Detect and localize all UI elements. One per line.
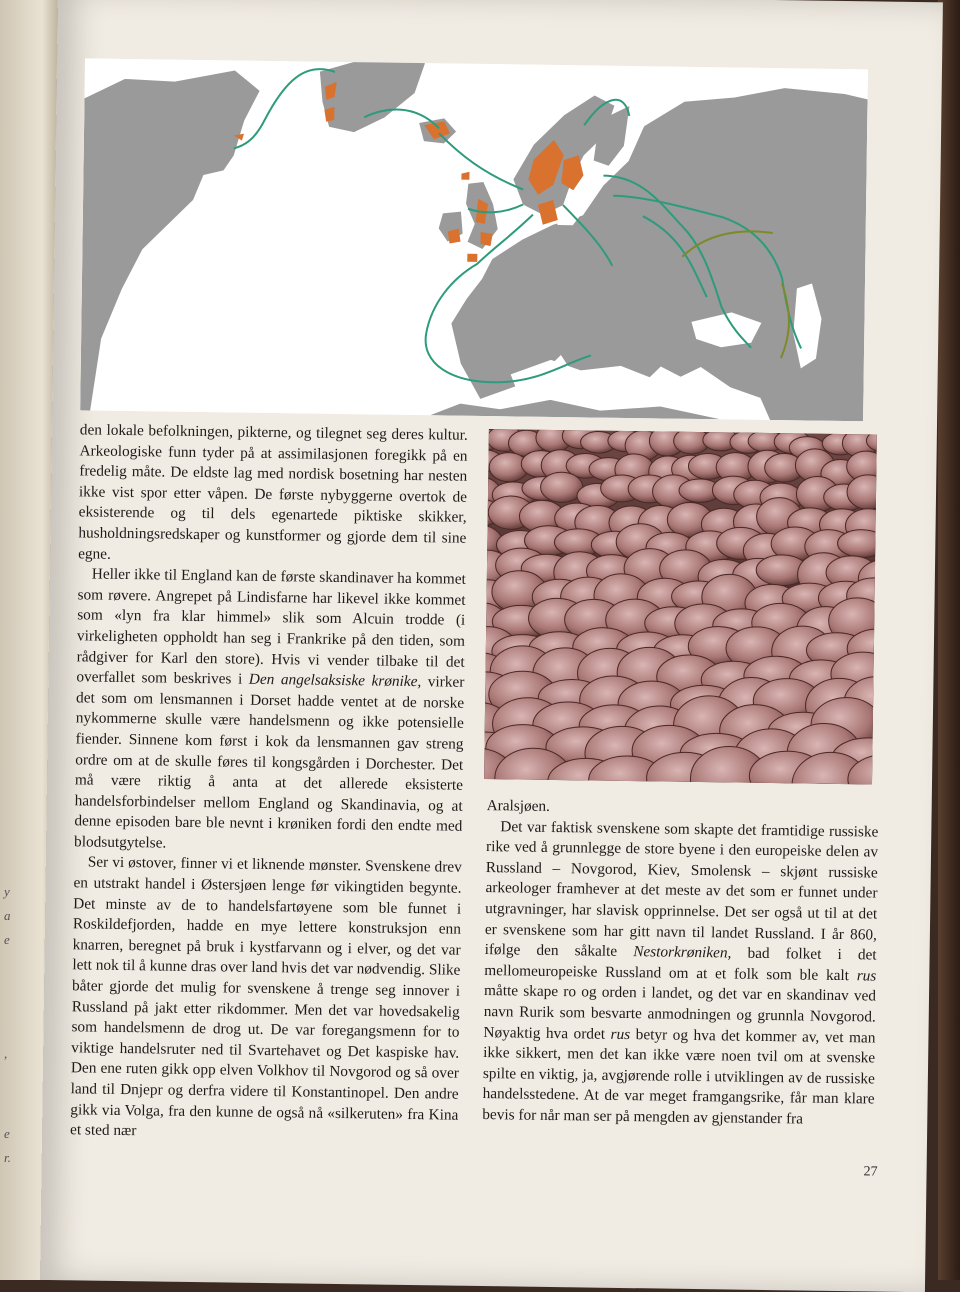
left-text-column	[70, 420, 468, 1146]
text-run: betyr og hva det kommer av, vet man ikke sikkert, men det kan ikke være noen tvil om at svenske spilte en viktig, ja, avgjørende rolle i utviklingen av de russiske handelsstedene. At de var meget framgangsrike, får man klare bevis for når man ser på mengden av gjenstander fra	[482, 1025, 876, 1128]
coin-hoard-image	[484, 429, 877, 784]
text-run: Aralsjøen.	[486, 797, 551, 815]
coin	[540, 472, 583, 503]
text-run: virker det som om lensmannen i Dorset hadde ventet at de norske nykommerne skulle være handelsmenn og ikke potensielle fiender. Sinnene kom først i kok da lensmannen gav streng ordre om at de skulle føres til kongsgården i Dorchester. Det må være riktig å anta at det allerede eksisterte handelsforbindelser mellom England og Skandinavia, og at denne episoden bare ble nevnt i krøniken fordi den endte med blodsutgytelse.	[73, 673, 465, 852]
viking-routes-map	[80, 58, 868, 421]
margin-mark: y	[4, 884, 10, 899]
map-graphic	[80, 58, 868, 421]
margin-mark: r.	[4, 1150, 11, 1165]
paragraph	[78, 420, 468, 570]
background-strip	[938, 0, 960, 1280]
silver-coins-photo	[484, 429, 877, 784]
right-text-column	[482, 796, 879, 1131]
paragraph	[74, 564, 466, 858]
text-run: Heller ikke til England kan de første skandinaver ha kommet som røvere. Angrepet på Lindisfarne har likevel ikke kommet som «lyn fra klar himmel» slik som Alcuin trodde (i virkeligheten oppholdt han seg i Frankrike på den tiden, som rådgiver for Karl den store). Hvis vi vender tilbake til det overfallet som beskrives i	[76, 565, 466, 688]
page-number: 27	[863, 1164, 878, 1180]
paragraph	[70, 853, 462, 1147]
italic-text: rus	[856, 966, 877, 985]
italic-text: Nestorkrøniken,	[633, 943, 732, 962]
paragraph	[482, 817, 878, 1131]
text-run: Det var faktisk svenskene som skapte det framtidige russiske rike ved å grunnlegge de store byene i den europeiske delen av Russland – Novgorod, Kiev, Smolensk – skjønt russiske arkeologer framhever at det meste av det som er funnet under utgravninger, har slavisk opprinnelse. Det ser også ut til at det er svenskene som har gitt navn til landet Russland. I år 860, ifølge den såkalte	[484, 817, 879, 961]
margin-mark: e	[4, 932, 10, 947]
margin-mark: e	[4, 1126, 10, 1141]
text-run: måtte skape ro og orden i landet, og det var en skandinav ved navn Rurik som besvarte anmodningen og grunnla Novgorod. Nøyaktig hva ordet	[483, 982, 877, 1043]
italic-text: Den angelsaksiske krønike,	[248, 670, 422, 691]
text-run: bad folket i det mellomeuropeiske Russland om at et folk som ble kalt	[484, 944, 877, 984]
coin-pile	[484, 429, 877, 784]
italic-text: rus	[610, 1025, 631, 1043]
text-run: den lokale befolkningen, pikterne, og tilegnet seg deres kultur. Arkeologiske funn tyder på at assimilasjonen foregikk på en fredelig måte. De eldste lag med nordisk bosetning har nesten ikke vist spor etter våpen. De første nybyggerne overtok de eksisterende og til dels egenartede piktiske skikker, husholdningsredskaper og kunstformer og gjorde dem til sine egne.	[78, 421, 468, 563]
book-page	[40, 0, 943, 1292]
text-run: Ser vi østover, finner vi et liknende mønster. Svenskene drev en utstrakt handel i Østersjøen lenge før vikingtiden begynte. Det minste av de to handelsfartøyene som ble funnet i Roskildefjorden, hadde en mye lettere konstruksjon enn knarren, beregnet på bruk i kystfarvann og i elver, og det var lett nok til å kunne dras over land hvis det var nødvendig. Slike båter gjorde det mulig for svenskene å trenge seg innover i Russland på jakt etter rikdommer. Men det var hovedsakelig som handelsmenn de drog ut. De var foregangsmenn for to viktige handelsruter ned til Svartehavet og Det kaspiske hav. Den ene ruten gikk opp elven Volkhov til Novgorod og så over land til Dnjepr og derfra videre til Konstantinopel. Den andre gikk via Volga, fra den kunne de også nå «silkeruten» fra Kina et sted nær	[69, 853, 462, 1140]
margin-mark: a	[4, 908, 11, 923]
margin-mark: ,	[4, 1046, 8, 1061]
